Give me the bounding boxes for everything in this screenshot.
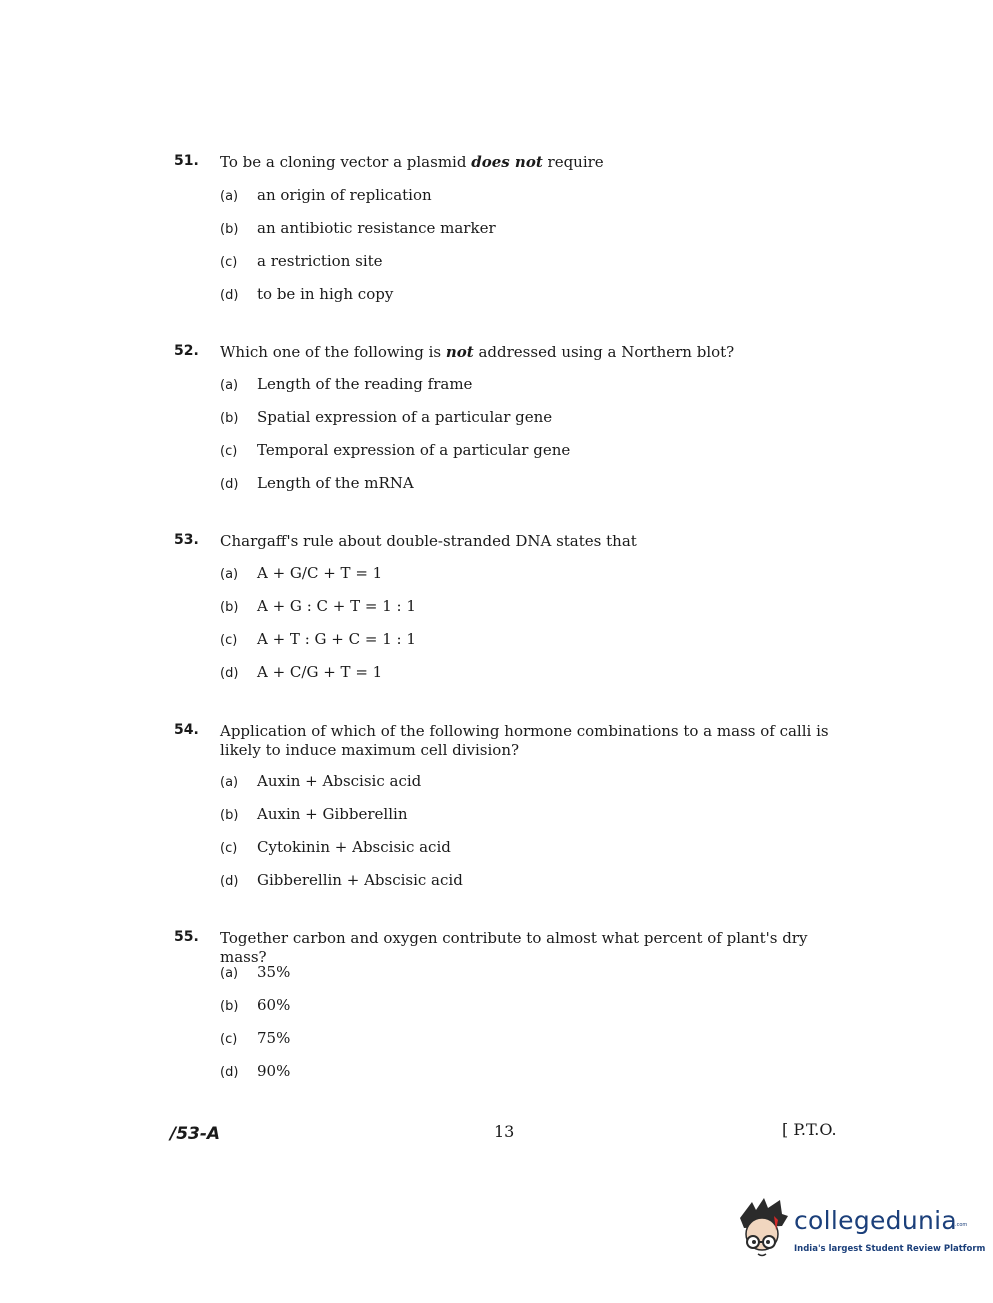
- option-text: 60%: [257, 996, 291, 1014]
- option-a: [220, 772, 421, 792]
- logo-tagline: India's largest Student Review Platform: [794, 1244, 986, 1254]
- option-text: A + T : G + C = 1 : 1: [257, 630, 416, 648]
- option-label: (c): [220, 633, 238, 648]
- question-text: Application of which of the following hormone combinations to a mass of calli is likely to induce maximum cell division?: [220, 722, 829, 759]
- option-text: Temporal expression of a particular gene: [257, 441, 571, 459]
- question-53: [174, 532, 854, 692]
- paper-code: /53-A: [170, 1124, 221, 1144]
- option-label: (c): [220, 1032, 238, 1047]
- option-a: [220, 963, 290, 983]
- logo-wordmark: collegedunia: [794, 1206, 957, 1235]
- option-c: [220, 252, 383, 272]
- option-label: (c): [220, 841, 238, 856]
- option-text: A + G : C + T = 1 : 1: [257, 597, 416, 615]
- emphasis: does not: [471, 153, 543, 171]
- option-c: [220, 838, 451, 858]
- option-label: (d): [220, 666, 239, 681]
- option-c: [220, 1029, 290, 1049]
- logo-domain: .com: [955, 1222, 968, 1228]
- option-label: (b): [220, 411, 239, 426]
- option-text: 35%: [257, 963, 291, 981]
- question-text: To be a cloning vector a plasmid does not require: [220, 153, 604, 171]
- option-label: (a): [220, 966, 239, 981]
- option-text: 90%: [257, 1062, 291, 1080]
- option-label: (c): [220, 444, 238, 459]
- option-text: an antibiotic resistance marker: [257, 219, 496, 237]
- option-text: Length of the reading frame: [257, 375, 473, 393]
- option-label: (b): [220, 808, 239, 823]
- question-54: [174, 722, 854, 892]
- option-label: (b): [220, 600, 239, 615]
- option-label: (a): [220, 189, 239, 204]
- option-text: to be in high copy: [257, 285, 394, 303]
- option-label: (a): [220, 567, 239, 582]
- option-text: Spatial expression of a particular gene: [257, 408, 553, 426]
- question-55: [174, 929, 854, 1089]
- option-a: [220, 564, 382, 584]
- option-text: Cytokinin + Abscisic acid: [257, 838, 451, 856]
- option-label: (a): [220, 775, 239, 790]
- option-b: [220, 996, 290, 1016]
- option-d: [220, 285, 393, 305]
- page-number: 13: [494, 1122, 515, 1141]
- emphasis: not: [445, 343, 474, 361]
- option-text: a restriction site: [257, 252, 383, 270]
- option-label: (d): [220, 477, 239, 492]
- option-label: (d): [220, 288, 239, 303]
- option-label: (b): [220, 222, 239, 237]
- question-number: 54.: [174, 722, 199, 738]
- option-text: 75%: [257, 1029, 291, 1047]
- option-text: Gibberellin + Abscisic acid: [257, 871, 463, 889]
- option-d: [220, 871, 463, 891]
- option-text: A + C/G + T = 1: [257, 663, 383, 681]
- option-label: (d): [220, 1065, 239, 1080]
- question-number: 55.: [174, 929, 199, 945]
- question-text: Which one of the following is not addressed using a Northern blot?: [220, 343, 735, 361]
- pto-marker: [ P.T.O.: [782, 1120, 837, 1139]
- option-d: [220, 1062, 290, 1082]
- collegedunia-logo: [734, 1196, 986, 1268]
- question-52: [174, 343, 854, 503]
- question-51: [174, 153, 854, 313]
- option-label: (d): [220, 874, 239, 889]
- option-label: (b): [220, 999, 239, 1014]
- option-b: [220, 219, 496, 239]
- option-text: Auxin + Abscisic acid: [257, 772, 422, 790]
- option-d: [220, 474, 414, 494]
- option-label: (a): [220, 378, 239, 393]
- option-label: (c): [220, 255, 238, 270]
- question-text: Together carbon and oxygen contribute to almost what percent of plant's dry mass?: [220, 929, 808, 966]
- question-number: 51.: [174, 153, 199, 169]
- option-a: [220, 375, 472, 395]
- option-c: [220, 630, 416, 650]
- option-a: [220, 186, 432, 206]
- option-text: an origin of replication: [257, 186, 432, 204]
- option-b: [220, 408, 552, 428]
- mascot-face-icon: [734, 1196, 792, 1260]
- option-b: [220, 805, 407, 825]
- option-d: [220, 663, 382, 683]
- option-text: Auxin + Gibberellin: [257, 805, 408, 823]
- question-text: Chargaff's rule about double-stranded DNA states that: [220, 532, 637, 550]
- option-b: [220, 597, 416, 617]
- option-c: [220, 441, 570, 461]
- question-number: 53.: [174, 532, 199, 548]
- option-text: A + G/C + T = 1: [257, 564, 383, 582]
- option-text: Length of the mRNA: [257, 474, 414, 492]
- question-number: 52.: [174, 343, 199, 359]
